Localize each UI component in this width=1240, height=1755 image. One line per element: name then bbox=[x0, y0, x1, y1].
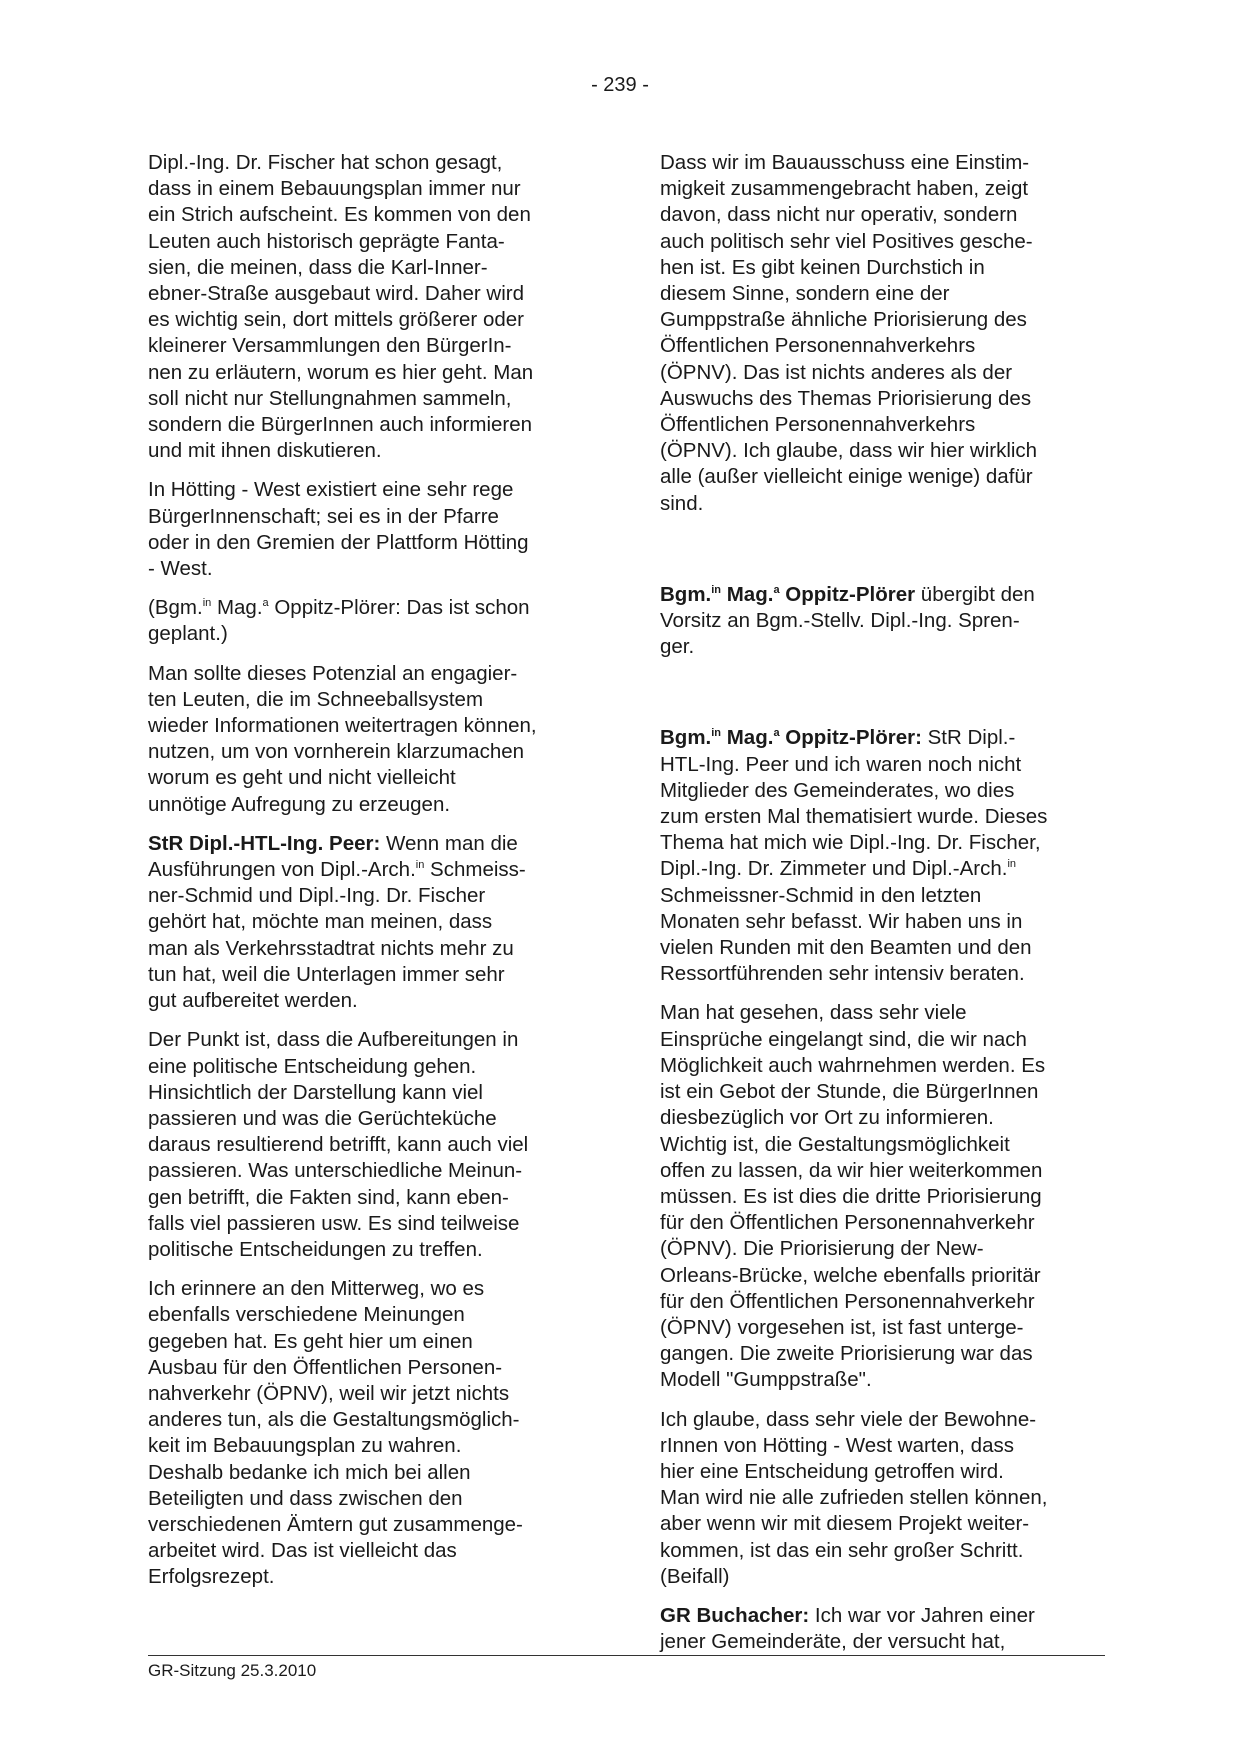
text-line: gen betrifft, die Fakten sind, kann eben- bbox=[148, 1185, 509, 1209]
speech-paragraph bbox=[148, 831, 593, 1014]
text-line: passieren und was die Gerüchteküche bbox=[148, 1106, 497, 1130]
speech-text: Schmeiss- bbox=[424, 858, 526, 882]
text-line: man als Verkehrsstadtrat nichts mehr zu bbox=[148, 936, 514, 960]
text-line: tun hat, weil die Unterlagen immer sehr bbox=[148, 962, 505, 986]
text-line: Wichtig ist, die Gestaltungsmöglichkeit bbox=[660, 1132, 1010, 1156]
interjection-mag: Mag. bbox=[211, 596, 263, 620]
text-line: Modell "Gumppstraße". bbox=[660, 1368, 872, 1392]
speech-text: StR Dipl.- bbox=[921, 726, 1016, 750]
text-line: ebenfalls verschiedene Meinungen bbox=[148, 1303, 465, 1327]
text-line: nutzen, um von vornherein klarzumachen bbox=[148, 740, 525, 764]
speech-text: Ausführungen von Dipl.-Arch. bbox=[148, 858, 416, 882]
text-line: es wichtig sein, dort mittels größerer oder bbox=[148, 308, 524, 332]
text-line: Thema hat mich wie Dipl.-Ing. Dr. Fischer, bbox=[660, 831, 1041, 855]
page-number: - 239 - bbox=[591, 74, 649, 96]
text-line: gangen. Die zweite Priorisierung war das bbox=[660, 1342, 1033, 1366]
text-line: falls viel passieren usw. Es sind teilweise bbox=[148, 1211, 520, 1235]
text-line: und mit ihnen diskutieren. bbox=[148, 439, 382, 463]
text-line: Gumppstraße ähnliche Priorisierung des bbox=[660, 308, 1027, 332]
text-line: Dipl.-Ing. Dr. Fischer hat schon gesagt, bbox=[148, 151, 503, 174]
text-line: Deshalb bedanke ich mich bei allen bbox=[148, 1460, 471, 1484]
text-line: (ÖPNV). Das ist nichts anderes als der bbox=[660, 360, 1013, 384]
text-line: Man hat gesehen, dass sehr viele bbox=[660, 1001, 967, 1025]
text-line: Schmeissner-Schmid in den letzten bbox=[660, 883, 982, 907]
speaker-name bbox=[660, 726, 922, 749]
text-line: ein Strich aufscheint. Es kommen von den bbox=[148, 203, 531, 227]
text-line: arbeitet wird. Das ist vielleicht das bbox=[148, 1539, 457, 1563]
speech-text: übergibt den bbox=[915, 582, 1035, 606]
text-line bbox=[148, 831, 593, 857]
paragraph bbox=[148, 1027, 593, 1263]
left-column bbox=[148, 150, 593, 1604]
footer-session-label: GR-Sitzung 25.3.2010 bbox=[148, 1661, 317, 1680]
text-line: dass in einem Bebauungsplan immer nur bbox=[148, 177, 521, 201]
text-line: Ich erinnere an den Mitterweg, wo es bbox=[148, 1277, 485, 1301]
text-line: müssen. Es ist dies die dritte Priorisierung bbox=[660, 1184, 1042, 1208]
superscript: in bbox=[711, 727, 722, 740]
text-line: Man sollte dieses Potenzial an engagier- bbox=[148, 661, 518, 685]
paragraph bbox=[148, 150, 593, 464]
text-line: Vorsitz an Bgm.-Stellv. Dipl.-Ing. Spren- bbox=[660, 609, 1020, 633]
text-line: Der Punkt ist, dass die Aufbereitungen in bbox=[148, 1028, 519, 1052]
superscript: in bbox=[1007, 858, 1017, 871]
text-line: Beteiligten und dass zwischen den bbox=[148, 1486, 463, 1510]
text-line: gehört hat, möchte man meinen, dass bbox=[148, 910, 493, 934]
speaker-title: Bgm. bbox=[660, 726, 712, 750]
text-line: diesbezüglich vor Ort zu informieren. bbox=[660, 1106, 994, 1130]
text-line: diesem Sinne, sondern eine der bbox=[660, 282, 950, 306]
text-line: sien, die meinen, dass die Karl-Inner- bbox=[148, 255, 488, 279]
text-line: daraus resultierend betrifft, kann auch viel bbox=[148, 1133, 529, 1157]
text-line: sind. bbox=[660, 491, 704, 515]
text-line: auch politisch sehr viel Positives gesche- bbox=[660, 229, 1033, 253]
text-line bbox=[660, 856, 1105, 882]
text-line: davon, dass nicht nur operativ, sondern bbox=[660, 203, 1018, 227]
text-line: verschiedenen Ämtern gut zusammenge- bbox=[148, 1512, 523, 1536]
speech-paragraph bbox=[660, 725, 1105, 987]
paragraph bbox=[660, 150, 1105, 517]
text-line: ist ein Gebot der Stunde, die BürgerInnen bbox=[660, 1080, 1039, 1104]
text-line: ten Leuten, die im Schneeballsystem bbox=[148, 687, 484, 711]
superscript: in bbox=[415, 859, 425, 872]
superscript: a bbox=[773, 583, 780, 596]
text-line: Mitglieder des Gemeinderates, wo dies bbox=[660, 778, 1015, 802]
text-line: (ÖPNV). Die Priorisierung der New- bbox=[660, 1237, 984, 1261]
text-line: Einsprüche eingelangt sind, die wir nach bbox=[660, 1027, 1027, 1051]
text-line: Dass wir im Bauausschuss eine Einstim- bbox=[660, 151, 1030, 174]
text-line: (ÖPNV). Ich glaube, dass wir hier wirklich bbox=[660, 439, 1038, 463]
text-line: hen ist. Es gibt keinen Durchstich in bbox=[660, 255, 985, 279]
paragraph bbox=[148, 661, 593, 818]
text-line: unnötige Aufregung zu erzeugen. bbox=[148, 792, 451, 816]
paragraph bbox=[148, 477, 593, 582]
text-line: In Hötting - West existiert eine sehr rege bbox=[148, 478, 514, 502]
text-line: vielen Runden mit den Beamten und den bbox=[660, 936, 1032, 960]
text-line: Monaten sehr befasst. Wir haben uns in bbox=[660, 909, 1023, 933]
text-line: Möglichkeit auch wahrnehmen werden. Es bbox=[660, 1053, 1046, 1077]
speaker-surname: Oppitz-Plörer bbox=[779, 582, 916, 606]
speech-text: Wenn man die bbox=[380, 831, 518, 855]
text-line: geplant.) bbox=[148, 622, 228, 646]
speech-paragraph bbox=[660, 1603, 1105, 1655]
text-line: ner-Schmid und Dipl.-Ing. Dr. Fischer bbox=[148, 884, 486, 908]
text-line: eine politische Entscheidung gehen. bbox=[148, 1054, 477, 1078]
text-line: (Beifall) bbox=[660, 1564, 730, 1588]
text-line bbox=[660, 582, 1105, 608]
text-line: nahverkehr (ÖPNV), weil wir jetzt nichts bbox=[148, 1381, 510, 1405]
text-line bbox=[148, 595, 593, 621]
paragraph bbox=[148, 1276, 593, 1590]
speaker-title: Mag. bbox=[721, 582, 774, 606]
superscript: in bbox=[711, 583, 722, 596]
text-line: Ich glaube, dass sehr viele der Bewohne- bbox=[660, 1407, 1037, 1431]
text-line: soll nicht nur Stellungnahmen sammeln, bbox=[148, 386, 512, 410]
text-line bbox=[660, 725, 1105, 751]
text-line: worum es geht und nicht vielleicht bbox=[148, 766, 456, 790]
speaker-title: Bgm. bbox=[660, 582, 712, 606]
text-line: alle (außer vielleicht einige wenige) dafür bbox=[660, 465, 1033, 489]
text-line: BürgerInnenschaft; sei es in der Pfarre bbox=[148, 504, 499, 528]
text-line: Leuten auch historisch geprägte Fanta- bbox=[148, 229, 505, 253]
text-line: aber wenn wir mit diesem Projekt weiter- bbox=[660, 1512, 1030, 1536]
speaker-surname: Oppitz-Plörer: bbox=[779, 726, 922, 750]
text-line: zum ersten Mal thematisiert wurde. Dieses bbox=[660, 805, 1048, 829]
interjection bbox=[148, 595, 593, 647]
text-line: Man wird nie alle zufrieden stellen können, bbox=[660, 1486, 1048, 1510]
text-line: Orleans-Brücke, welche ebenfalls prioritär bbox=[660, 1263, 1041, 1287]
text-line: anderes tun, als die Gestaltungsmöglich- bbox=[148, 1408, 520, 1432]
text-line: sondern die BürgerInnen auch informieren bbox=[148, 413, 533, 437]
text-line: jener Gemeinderäte, der versucht hat, bbox=[660, 1630, 1006, 1654]
text-line: für den Öffentlichen Personennahverkehr bbox=[660, 1211, 1035, 1235]
spacer bbox=[660, 530, 1105, 582]
speaker-title: Mag. bbox=[721, 726, 774, 750]
interjection-open: (Bgm. bbox=[148, 596, 203, 620]
text-line: wieder Informationen weitertragen können, bbox=[148, 714, 537, 738]
text-line: Hinsichtlich der Darstellung kann viel bbox=[148, 1080, 483, 1104]
text-line: passieren. Was unterschiedliche Meinun- bbox=[148, 1159, 523, 1183]
text-line: hier eine Entscheidung getroffen wird. bbox=[660, 1459, 1004, 1483]
text-line: Öffentlichen Personennahverkehrs bbox=[660, 413, 976, 437]
text-line: Öffentlichen Personennahverkehrs bbox=[660, 334, 976, 358]
text-line: politische Entscheidungen zu treffen. bbox=[148, 1237, 483, 1261]
speech-text: Ich war vor Jahren einer bbox=[809, 1603, 1035, 1627]
superscript: a bbox=[773, 727, 780, 740]
text-line: ebner-Straße ausgebaut wird. Daher wird bbox=[148, 282, 525, 306]
text-line: keit im Bebauungsplan zu wahren. bbox=[148, 1434, 462, 1458]
paragraph bbox=[660, 1407, 1105, 1590]
text-line: nen zu erläutern, worum es hier geht. Man bbox=[148, 360, 534, 384]
speaker-name: StR Dipl.-HTL-Ing. Peer: bbox=[148, 831, 381, 855]
text-line: gut aufbereitet werden. bbox=[148, 989, 358, 1013]
text-line: - West. bbox=[148, 557, 213, 581]
speaker-name: GR Buchacher: bbox=[660, 1603, 810, 1627]
text-line: für den Öffentlichen Personennahverkehr bbox=[660, 1289, 1035, 1313]
right-column bbox=[660, 150, 1105, 1668]
paragraph bbox=[660, 1000, 1105, 1393]
text-line: kleinerer Versammlungen den BürgerIn- bbox=[148, 334, 512, 358]
text-line: Ressortführenden sehr intensiv beraten. bbox=[660, 962, 1025, 986]
text-line: kommen, ist das ein sehr großer Schritt. bbox=[660, 1538, 1024, 1562]
interjection-rest: Oppitz-Plörer: Das ist schon bbox=[268, 596, 530, 620]
speaker-name bbox=[660, 583, 915, 606]
text-line: (ÖPNV) vorgesehen ist, ist fast unterge- bbox=[660, 1315, 1024, 1339]
text-line bbox=[660, 1603, 1105, 1629]
text-line: HTL-Ing. Peer und ich waren noch nicht bbox=[660, 752, 1022, 776]
speech-text: Dipl.-Ing. Dr. Zimmeter und Dipl.-Arch. bbox=[660, 857, 1008, 881]
text-line: offen zu lassen, da wir hier weiterkommen bbox=[660, 1158, 1043, 1182]
text-line bbox=[148, 857, 593, 883]
text-line: Ausbau für den Öffentlichen Personen- bbox=[148, 1355, 503, 1379]
text-line: Erfolgsrezept. bbox=[148, 1565, 275, 1589]
text-line: oder in den Gremien der Plattform Hötting bbox=[148, 530, 529, 554]
text-line: rInnen von Hötting - West warten, dass bbox=[660, 1433, 1014, 1457]
text-line: ger. bbox=[660, 635, 695, 659]
chair-handover-paragraph bbox=[660, 582, 1105, 661]
footer-divider bbox=[148, 1655, 1105, 1656]
text-line: Auswuchs des Themas Priorisierung des bbox=[660, 386, 1032, 410]
spacer bbox=[660, 673, 1105, 725]
text-line: migkeit zusammengebracht haben, zeigt bbox=[660, 177, 1029, 201]
superscript: a bbox=[262, 597, 269, 610]
text-line: gegeben hat. Es geht hier um einen bbox=[148, 1329, 473, 1353]
superscript: in bbox=[202, 597, 212, 610]
